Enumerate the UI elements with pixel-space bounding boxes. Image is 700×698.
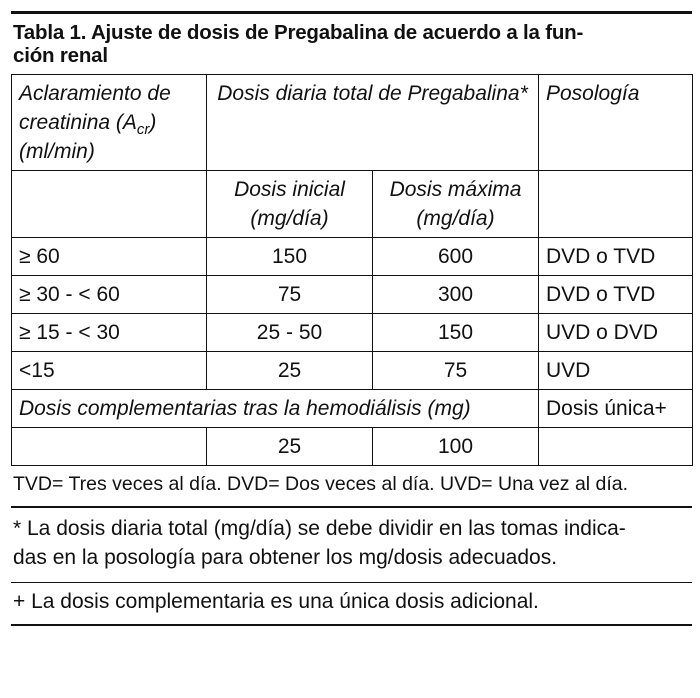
asterisk-note-line-1: * La dosis diaria total (mg/día) se debe dividir en las tomas indica- xyxy=(13,516,626,540)
subheader-empty xyxy=(12,171,207,238)
asterisk-note xyxy=(11,514,692,572)
hemodialysis-posology: Dosis única+ xyxy=(539,390,693,428)
cell-max: 150 xyxy=(373,314,539,352)
cell-max: 300 xyxy=(373,276,539,314)
table-row xyxy=(12,352,693,390)
cell-max: 75 xyxy=(373,352,539,390)
subheader-empty-right xyxy=(539,171,693,238)
header-posology: Posología xyxy=(539,75,693,171)
cell-max: 600 xyxy=(373,238,539,276)
header-clearance-subscript: cr xyxy=(136,121,150,139)
header-max-dose: Dosis máxima (mg/día) xyxy=(373,171,539,238)
abbreviations-note: TVD= Tres veces al día. DVD= Dos veces al día. UVD= Una vez al día. xyxy=(13,473,629,495)
header-clearance-tail: ) (ml/min) xyxy=(19,111,157,163)
title-line-1: Tabla 1. Ajuste de dosis de Pregabalina de acuerdo a la fun- xyxy=(13,21,584,44)
header-clearance xyxy=(12,75,207,171)
hemodialysis-initial: 25 xyxy=(207,428,373,466)
cell-posology: DVD o TVD xyxy=(539,276,693,314)
table-row xyxy=(12,276,693,314)
header-total-dose: Dosis diaria total de Pregabalina* xyxy=(207,75,539,171)
title-line-2: ción renal xyxy=(13,44,108,67)
cell-posology: UVD xyxy=(539,352,693,390)
dose-table xyxy=(11,74,693,466)
table-title xyxy=(11,21,692,67)
subheader-row xyxy=(12,171,693,238)
hemodialysis-empty xyxy=(12,428,207,466)
note-divider xyxy=(11,506,692,508)
table-row xyxy=(12,238,693,276)
top-rule xyxy=(11,11,692,14)
cell-initial: 150 xyxy=(207,238,373,276)
bottom-rule xyxy=(11,624,692,626)
cell-posology: DVD o TVD xyxy=(539,238,693,276)
hemodialysis-row xyxy=(12,428,693,466)
note-divider xyxy=(11,582,692,584)
cell-posology: UVD o DVD xyxy=(539,314,693,352)
header-row xyxy=(12,75,693,171)
hemodialysis-empty-right xyxy=(539,428,693,466)
hemodialysis-header-row xyxy=(12,390,693,428)
cell-acr: ≥ 30 - < 60 xyxy=(12,276,207,314)
header-clearance-text: Aclaramiento de creatinina (A xyxy=(19,82,171,134)
plus-note: + La dosis complementaria es una única dosis adicional. xyxy=(13,590,539,613)
cell-acr: ≥ 15 - < 30 xyxy=(12,314,207,352)
table-figure xyxy=(11,11,692,626)
header-initial-dose: Dosis inicial (mg/día) xyxy=(207,171,373,238)
cell-initial: 75 xyxy=(207,276,373,314)
hemodialysis-label: Dosis complementarias tras la hemodiálisis (mg) xyxy=(12,390,539,428)
cell-acr: <15 xyxy=(12,352,207,390)
cell-acr: ≥ 60 xyxy=(12,238,207,276)
table-row xyxy=(12,314,693,352)
cell-initial: 25 - 50 xyxy=(207,314,373,352)
hemodialysis-max: 100 xyxy=(373,428,539,466)
asterisk-note-line-2: das en la posología para obtener los mg/dosis adecuados. xyxy=(13,545,558,569)
cell-initial: 25 xyxy=(207,352,373,390)
